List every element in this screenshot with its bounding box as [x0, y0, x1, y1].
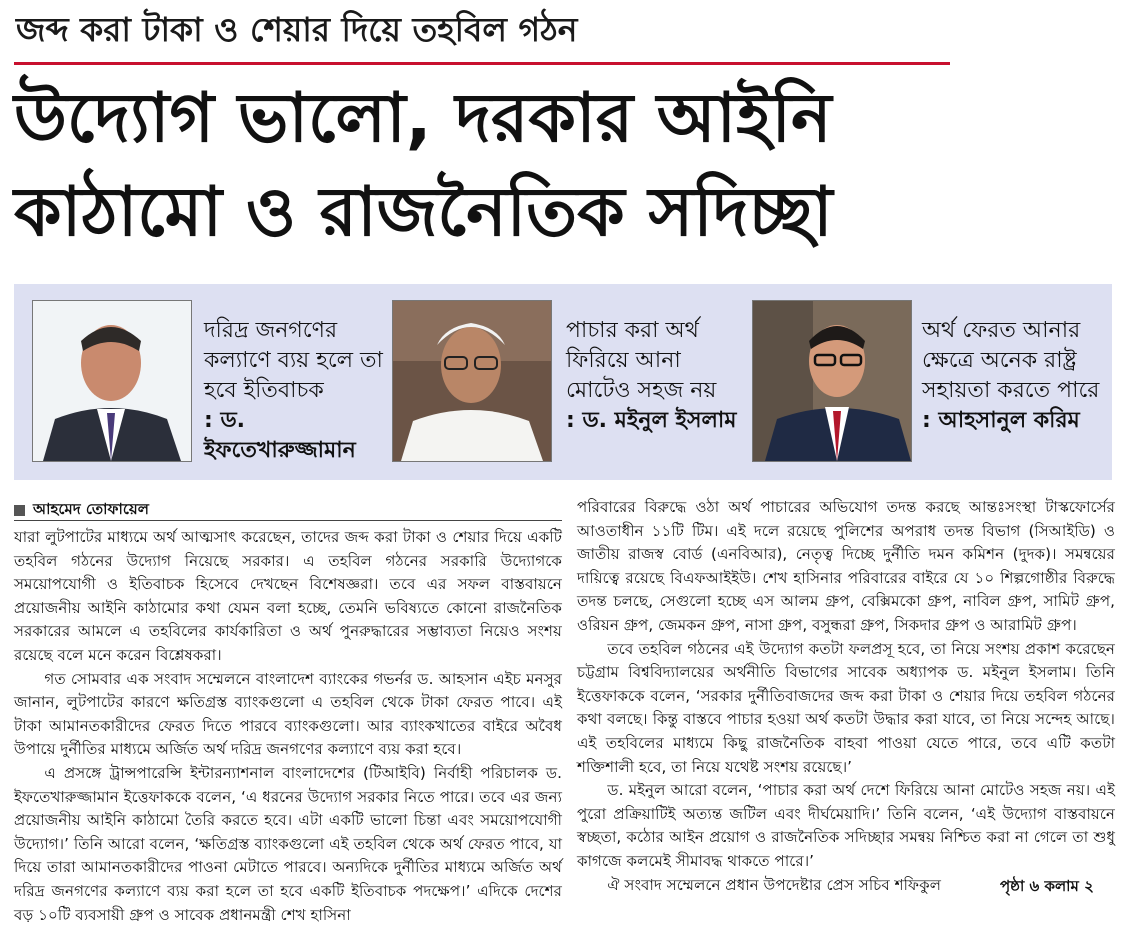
portrait-photo-1: [32, 300, 192, 462]
quote-3-author: : আহসানুল করিম: [922, 408, 1080, 433]
kicker: জব্দ করা টাকা ও শেয়ার দিয়ে তহবিল গঠন: [16, 10, 578, 49]
article-paragraph: গত সোমবার এক সংবাদ সম্মেলনে বাংলাদেশ ব্যাংকের গভর্নর ড. আহসান এইচ মনসুর জানান, লুটপাটের কারণে ক্ষতিগ্রস্ত ব্যাংকগুলো এ তহবিল থেকে টাকা ফেরত পাবে। এই টাকা আমানতকারীদের ফেরত দিতে পারবে ব্যাংকগুলো। আর ব্যাংকখাতের বাইরে অবৈধ উপায়ে দুর্নীতির মাধ্যমে অর্জিত অর্থ দরিদ্র জনগণের কল্যাণে ব্যয় করা হবে।: [14, 669, 562, 759]
kicker-rule: [14, 62, 950, 65]
quote-3-line-3: সহায়তা করতে পারে: [922, 378, 1100, 403]
quote-2-line-2: ফিরিয়ে আনা: [566, 348, 681, 373]
quote-2-line-3: মোটেও সহজ নয়: [566, 378, 717, 403]
quote-1-author: : ড. ইফতেখারুজ্জামান: [204, 408, 356, 463]
quote-band: [14, 284, 1112, 480]
article-paragraph: ঐ সংবাদ সম্মেলনে প্রধান উপদেষ্টার প্রেস সচিব শফিকুল: [607, 875, 942, 894]
byline-rule: [14, 520, 562, 521]
quote-1: [204, 316, 384, 466]
article-column-left: [14, 526, 562, 927]
headline: [14, 72, 1114, 260]
quote-1-line-3: হবে ইতিবাচক: [204, 378, 324, 403]
article-paragraph: পরিবারের বিরুদ্ধে ওঠা অর্থ পাচারের অভিযোগ তদন্ত করছে আন্তঃসংস্থা টাস্কফোর্সের আওতাধীন ১১টি টিম। এই দলে রয়েছে পুলিশের অপরাধ তদন্ত বিভাগ (সিআইডি) ও জাতীয় রাজস্ব বোর্ড (এনবিআর), নেতৃত্ব দিচ্ছে দুর্নীতি দমন কমিশন (দুদক)। সমন্বয়ের দায়িত্বে রয়েছে বিএফআইইউ। শেখ হাসিনার পরিবারের বাইরে যে ১০ শিল্পগোষ্ঠীর বিরুদ্ধে তদন্ত চলছে, সেগুলো হচ্ছে এস আলম গ্রুপ, বেক্সিমকো গ্রুপ, নাবিল গ্রুপ, সামিট গ্রুপ, ওরিয়ন গ্রুপ, জেমকন গ্রুপ, নাসা গ্রুপ, বসুন্ধরা গ্রুপ, সিকদার গ্রুপ ও আরামিট গ্রুপ।: [577, 498, 1115, 634]
byline-square-icon: [14, 505, 25, 516]
quote-3-line-1: অর্থ ফেরত আনার: [922, 318, 1081, 343]
article-paragraph: ড. মইনুল আরো বলেন, ‘পাচার করা অর্থ দেশে ফিরিয়ে আনা মোটেও সহজ নয়। এই পুরো প্রক্রিয়াটিই অত্যন্ত জটিল এবং দীর্ঘমেয়াদি।’ তিনি বলেন, ‘এই উদ্যোগ বাস্তবায়নে স্বচ্ছতা, কঠোর আইন প্রয়োগ ও রাজনৈতিক সদিচ্ছার সমন্বয় নিশ্চিত করা না গেলে তা শুধু কাগজে কলমেই সীমাবদ্ধ থাকতে পারে।’: [577, 781, 1115, 870]
article-paragraph: যারা লুটপাটের মাধ্যমে অর্থ আত্মসাৎ করেছেন, তাদের জব্দ করা টাকা ও শেয়ার দিয়ে একটি তহবিল গঠনের উদ্যোগ নিয়েছে সরকার। এ তহবিল গঠনের সরকারি উদ্যোগকে সময়োপযোগী ও ইতিবাচক হিসেবে দেখছেন বিশেষজ্ঞরা। তবে এর সফল বাস্তবায়নে প্রয়োজনীয় আইনি কাঠামোর কথা যেমন বলা হচ্ছে, তেমনি ভবিষ্যতে কোনো রাজনৈতিক সরকারের আমলে এ তহবিলের কার্যকারিতা ও অর্থ পুনরুদ্ধারের সম্ভাব্যতা নিয়েও সংশয় রয়েছে বলে মনে করেন বিশ্লেষকরা।: [14, 528, 562, 664]
quote-1-line-2: কল্যাণে ব্যয় হলে তা: [204, 348, 383, 373]
article-paragraph: এ প্রসঙ্গে ট্রান্সপারেন্সি ইন্টারন্যাশনাল বাংলাদেশের (টিআইবি) নির্বাহী পরিচালক ড. ইফতেখারুজ্জামান ইত্তেফাককে বলেন, ‘এ ধরনের উদ্যোগ সরকার নিতে পারে। তবে এর জন্য প্রয়োজনীয় আইনি কাঠামো তৈরি করতে হবে। এটা একটি ভালো চিন্তা এবং সময়োপযোগী উদ্যোগ।’ তিনি আরো বলেন, ‘ক্ষতিগ্রস্ত ব্যাংকগুলো এই তহবিল থেকে অর্থ ফেরত পাবে, যা দিয়ে তারা আমানতকারীদের পাওনা মেটাতে পারবে। অন্যদিকে দুর্নীতির মাধ্যমে অর্জিত অর্থ দরিদ্র জনগণের কল্যাণে ব্যয় করা হলে তা হবে একটি ইতিবাচক পদক্ষেপ।’ এদিকে দেশের বড় ১০টি ব্যবসায়ী গ্রুপ ও সাবেক প্রধানমন্ত্রী শেখ হাসিনা: [14, 763, 562, 924]
quote-2: [566, 316, 746, 436]
quote-2-author: : ড. মইনুল ইসলাম: [566, 408, 737, 433]
portrait-photo-3: [752, 300, 912, 462]
headline-line-2: কাঠামো ও রাজনৈতিক সদিচ্ছা: [14, 173, 833, 252]
quote-3-line-2: ক্ষেত্রে অনেক রাষ্ট্র: [922, 348, 1077, 373]
quote-1-line-1: দরিদ্র জনগণের: [204, 318, 338, 343]
headline-line-1: উদ্যোগ ভালো, দরকার আইনি: [14, 79, 832, 158]
quote-3: [922, 316, 1108, 436]
article-paragraph: তবে তহবিল গঠনের এই উদ্যোগ কতটা ফলপ্রসূ হবে, তা নিয়ে সংশয় প্রকাশ করেছেন চট্টগ্রাম বিশ্ববিদ্যালয়ের অর্থনীতি বিভাগের সাবেক অধ্যাপক ড. মইনুল ইসলাম। তিনি ইত্তেফাককে বলেন, ‘সরকার দুর্নীতিবাজদের জব্দ করা টাকা ও শেয়ার দিয়ে তহবিল গঠনের কথা বলছে। কিন্তু বাস্তবে পাচার হওয়া অর্থ কতটা উদ্ধার করা যাবে, তা নিয়ে সন্দেহ আছে। এই তহবিলের মাধ্যমে কিছু রাজনৈতিক বাহবা পাওয়া যেতে পারে, তবে এটি কতটা শক্তিশালী হবে, তা নিয়ে যথেষ্ট সংশয় রয়েছে।’: [577, 639, 1115, 776]
continuation-jump[interactable]: পৃষ্ঠা ৬ কলাম ২: [1000, 877, 1094, 895]
byline-name: আহমেদ তোফায়েল: [33, 500, 149, 518]
portrait-photo-2: [392, 300, 552, 462]
quote-2-line-1: পাচার করা অর্থ: [566, 318, 699, 343]
article-column-right: [577, 496, 1115, 897]
